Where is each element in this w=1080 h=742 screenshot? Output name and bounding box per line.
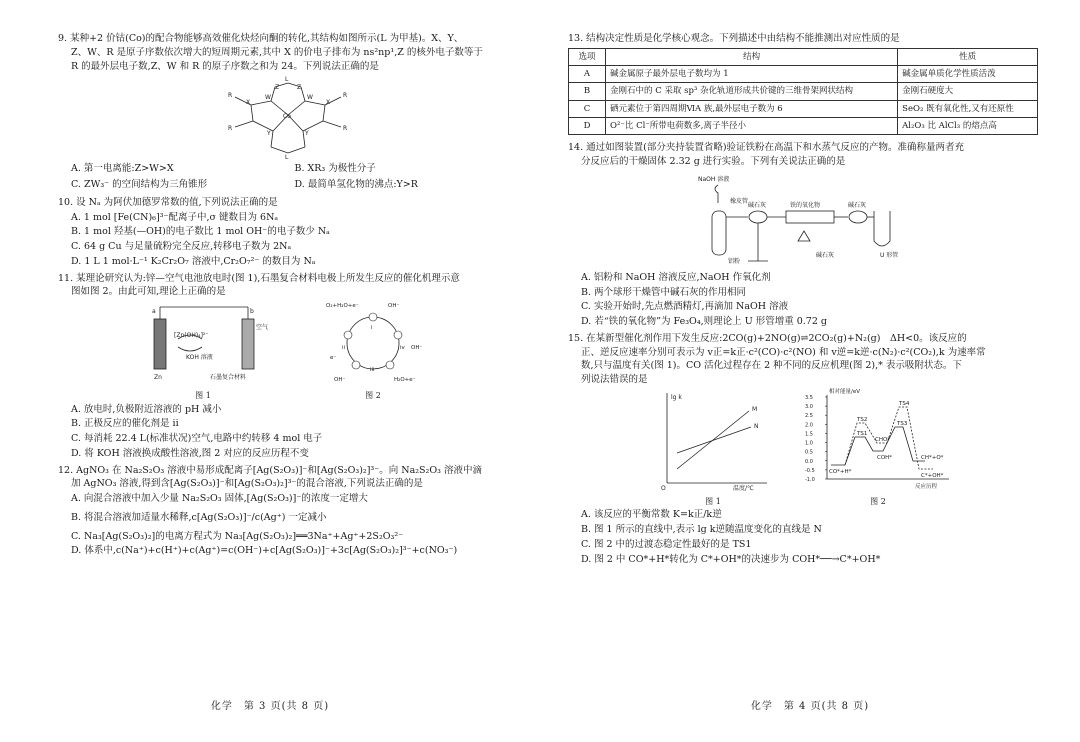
koh-label: KOH 溶液 xyxy=(186,354,213,362)
table-header: 选项 xyxy=(569,48,606,65)
q13-stem: 13. 结构决定性质是化学核心观念。下列描述中由结构不能推测出对应性质的是 xyxy=(568,33,900,44)
end-state-1-label: CH*+O* xyxy=(921,454,944,461)
line-n xyxy=(677,427,751,453)
r-label-1: R xyxy=(228,92,233,100)
q12-option-b: B. 将混合溶液加适量水稀释,c[Ag(S₂O₃)]⁻/c(Ag⁺) 一定减小 xyxy=(71,511,327,523)
q15-option-b: B. 图 1 所示的直线中,表示 lg k逆随温度变化的直线是 N xyxy=(581,524,822,536)
question-10 xyxy=(58,196,518,269)
q10-stem: 10. 设 Nₐ 为阿伏加德罗常数的值,下列说法正确的是 xyxy=(58,196,278,208)
q15-fig2 xyxy=(803,387,953,507)
table-cell: SeO₂ 既有氧化性,又有还原性 xyxy=(898,100,1038,117)
y-tick-label: 0.0 xyxy=(805,458,813,465)
air-label: 空气 xyxy=(256,324,268,332)
fig2-xlabel: 反应历程 xyxy=(915,483,938,490)
table-header-row xyxy=(569,48,1038,65)
z-label-2: Z xyxy=(297,84,302,92)
oh-label-1: OH⁻ xyxy=(388,303,400,310)
page-3-footer: 化学 第 3 页(共 8 页) xyxy=(210,700,330,712)
q13-table xyxy=(568,48,1038,136)
zinc-air-battery-diagram xyxy=(138,299,268,385)
question-15 xyxy=(568,332,1038,566)
y-label-1: Y xyxy=(267,130,271,138)
page-4-footer: 化学 第 4 页(共 8 页) xyxy=(750,700,870,712)
h2o-label: H₂O+e⁻ xyxy=(394,377,416,384)
ts2-label: TS2 xyxy=(857,416,868,423)
q10-option-d: D. 1 L 1 mol·L⁻¹ K₂Cr₂O₇ 溶液中,Cr₂O₇²⁻ 的数目为 Nₐ xyxy=(71,255,316,267)
aluminum-label: 铝粉 xyxy=(728,257,741,265)
terminal-b: b xyxy=(250,308,254,316)
y-tick-label: 2.0 xyxy=(805,422,813,429)
q11-stem-line1: 11. 某理论研究认为:锌—空气电池放电时(图 1),石墨复合材料电极上所发生反应的催化机理示意 xyxy=(58,272,460,284)
q11-option-d: D. 将 KOH 溶液换成酸性溶液,图 2 对应的反应历程不变 xyxy=(71,447,309,459)
y-tick-label: 1.5 xyxy=(805,431,813,438)
table-cell: 金刚石硬度大 xyxy=(898,83,1038,100)
y-tick-label: 1.0 xyxy=(805,440,813,447)
table-cell: 碱金属原子最外层电子数均为 1 xyxy=(606,66,898,83)
step-ii: ii xyxy=(342,345,346,352)
question-14 xyxy=(568,141,1038,329)
terminal-a: a xyxy=(152,308,156,316)
ts4-label: TS4 xyxy=(899,400,910,407)
table-row xyxy=(569,66,1038,83)
experiment-apparatus-diagram xyxy=(688,171,918,269)
zn-label: Zn xyxy=(154,374,162,382)
fig1-ylabel: lg k xyxy=(671,393,682,401)
q9-stem-line2: Z、W、R 是原子序数依次增大的短周期元素,其中 X 的价电子排布为 ns²np¹,Z 的核外电子数等于 xyxy=(71,46,483,58)
step-iv: iv xyxy=(400,345,405,352)
q14-stem-line2: 分反应后的干燥固体 2.32 g 进行实验。下列有关说法正确的是 xyxy=(581,156,846,168)
q9-option-c: C. ZW₃⁻ 的空间结构为三角锥形 xyxy=(71,179,208,191)
q12-stem-line1: 12. AgNO₃ 在 Na₂S₂O₃ 溶液中易形成配离子[Ag(S₂O₃)]⁻和[Ag(S₂O₃)₂]³⁻。向 Na₂S₂O₃ 溶液中滴 xyxy=(58,464,482,476)
question-13 xyxy=(568,32,1038,135)
coh-label: COH* xyxy=(877,454,893,461)
q9-option-a: A. 第一电离能:Z>W>X xyxy=(71,163,174,175)
page-4 xyxy=(540,0,1080,742)
q9-stem-line1: 9. 某种+2 价钴(Co)的配合物能够高效催化炔烃向酮的转化,其结构如图所示(L 为甲基)。X、Y、 xyxy=(58,33,464,44)
z-label-1: Z xyxy=(275,84,280,92)
o2-input-label: O₂+H₂O+e⁻ xyxy=(326,303,359,310)
lgk-temperature-plot xyxy=(653,387,773,491)
l-label-bottom: L xyxy=(285,154,289,160)
q14-stem-line1: 14. 通过如图装置(部分夹持装置省略)验证铁粉在高温下和水蒸气反应的产物。准确称量两者充 xyxy=(568,142,965,154)
step-iii: iii xyxy=(370,367,375,374)
line-n-label: N xyxy=(754,422,759,430)
q12-option-a: A. 向混合溶液中加入少量 Na₂S₂O₃ 固体,[Ag(S₂O₃)]⁻的浓度一定增大 xyxy=(71,493,368,505)
table-header: 结构 xyxy=(606,48,898,65)
q14-option-c: C. 实验开始时,先点燃酒精灯,再滴加 NaOH 溶液 xyxy=(581,301,789,313)
q15-fig2-caption: 图 2 xyxy=(870,496,886,506)
line-m-label: M xyxy=(752,405,758,413)
q11-fig2 xyxy=(308,299,438,401)
q11-stem-line2: 图如图 2。由此可知,理论上正确的是 xyxy=(71,286,226,298)
co-atom-label: Co xyxy=(283,113,291,121)
q12-stem-line2: 加 AgNO₃ 溶液,得到含[Ag(S₂O₃)]⁻和[Ag(S₂O₃)₂]³⁻的混合溶液,下列说法正确的是 xyxy=(71,478,423,490)
q11-fig1-caption: 图 1 xyxy=(195,390,211,400)
q12-option-d: D. 体系中,c(Na⁺)+c(H⁺)+c(Ag⁺)=c(OH⁻)+c[Ag(S₂O₃)]⁻+3c[Ag(S₂O₃)₂]³⁻+c(NO₃⁻) xyxy=(71,545,458,557)
cobalt-complex-structure xyxy=(213,75,363,159)
table-row xyxy=(569,100,1038,117)
q15-stem-line3: 数,只与温度有关(图 1)。CO 活化过程存在 2 种不同的反应机理(图 2),* 表示吸附状态。下 xyxy=(581,360,962,372)
zn-complex-label: [Zn(OH)₄]²⁻ xyxy=(174,332,209,340)
fig1-origin: O xyxy=(661,484,666,491)
lime-label-3: 碱石灰 xyxy=(816,251,835,259)
fig1-xlabel: 温度/℃ xyxy=(733,484,754,491)
q14-option-b: B. 两个球形干燥管中碱石灰的作用相同 xyxy=(581,286,747,298)
x-label-1: X xyxy=(246,99,251,107)
start-state-label: CO*+H* xyxy=(829,468,852,475)
table-cell: B xyxy=(569,83,606,100)
w-label-2: W xyxy=(307,94,313,102)
l-label-top: L xyxy=(285,76,289,84)
q11-fig1 xyxy=(138,299,268,401)
r-label-2: R xyxy=(228,125,233,133)
q14-option-a: A. 铝粉和 NaOH 溶液反应,NaOH 作氧化剂 xyxy=(581,271,771,283)
y-tick-label: -0.5 xyxy=(805,467,815,474)
q12-option-c: C. Na₃[Ag(S₂O₃)₂]的电离方程式为 Na₃[Ag(S₂O₃)₂]══3Na⁺+Ag⁺+2S₂O₃²⁻ xyxy=(71,530,404,542)
question-12 xyxy=(58,464,518,559)
table-cell: 碱金属单质化学性质活泼 xyxy=(898,66,1038,83)
table-row xyxy=(569,118,1038,135)
q9-option-d: D. 最简单氢化物的沸点:Y>R xyxy=(294,179,418,191)
step-i: i xyxy=(371,325,373,332)
u-tube-label: U 形管 xyxy=(880,251,899,259)
q9-option-b: B. XR₃ 为极性分子 xyxy=(294,163,376,175)
oh-label-3: OH⁻ xyxy=(334,377,346,384)
q10-option-a: A. 1 mol [Fe(CN)₆]³⁻配离子中,σ 键数目为 6Nₐ xyxy=(71,211,279,223)
ts3-label: TS3 xyxy=(897,420,908,427)
table-cell: D xyxy=(569,118,606,135)
y-tick-label: 2.5 xyxy=(805,413,813,420)
w-label-1: W xyxy=(265,94,271,102)
y-label-2: Y xyxy=(305,130,309,138)
y-tick-label: -1.0 xyxy=(805,476,815,483)
q15-figures xyxy=(568,387,1038,507)
end-state-2-label: C*+OH* xyxy=(921,472,944,479)
cho-label: CHO* xyxy=(875,436,891,443)
q15-option-a: A. 该反应的平衡常数 K=k正/k逆 xyxy=(581,509,722,521)
table-cell: A xyxy=(569,66,606,83)
r-label-4: R xyxy=(343,125,348,133)
y-tick-label: 3.0 xyxy=(805,404,813,411)
table-header: 性质 xyxy=(898,48,1038,65)
lime-label-1: 碱石灰 xyxy=(748,201,767,209)
q15-option-d: D. 图 2 中 CO*+H*转化为 C*+OH*的决速步为 COH*──→C*+OH* xyxy=(581,553,881,565)
fig2-ylabel: 相对能量/eV xyxy=(829,388,860,395)
y-tick-label: 0.5 xyxy=(805,449,813,456)
table-cell: Al₂O₃ 比 AlCl₃ 的熔点高 xyxy=(898,118,1038,135)
electron-label: e⁻ xyxy=(330,355,337,362)
q15-fig1-caption: 图 1 xyxy=(705,496,721,506)
table-cell: 金刚石中的 C 采取 sp³ 杂化轨道形成共价键的三维骨架网状结构 xyxy=(606,83,898,100)
energy-profile-chart xyxy=(803,387,953,491)
q15-stem-line1: 15. 在某新型催化剂作用下发生反应:2CO(g)+2NO(g)⇌2CO₂(g)+N₂(g) ΔH<0。该反应的 xyxy=(568,332,967,344)
q10-option-b: B. 1 mol 羟基(—OH)的电子数比 1 mol OH⁻的电子数少 Nₐ xyxy=(71,226,330,238)
ts1-label: TS1 xyxy=(857,430,868,437)
q11-option-c: C. 每消耗 22.4 L(标准状况)空气,电路中约转移 4 mol 电子 xyxy=(71,433,323,445)
table-cell: O²⁻比 Cl⁻所带电荷数多,离子半径小 xyxy=(606,118,898,135)
oh-label-2: OH⁻ xyxy=(411,345,423,352)
naoh-label: NaOH 溶液 xyxy=(698,175,730,183)
q10-option-c: C. 64 g Cu 与足量硫粉完全反应,转移电子数为 2Nₐ xyxy=(71,241,292,253)
q11-option-b: B. 正极反应的催化剂是 ii xyxy=(71,418,179,430)
question-9 xyxy=(58,32,518,193)
q15-option-c: C. 图 2 中的过渡态稳定性最好的是 TS1 xyxy=(581,538,752,550)
lime-label-2: 碱石灰 xyxy=(848,201,867,209)
q15-stem-line4: 列说法错误的是 xyxy=(581,374,648,386)
q9-options xyxy=(58,161,518,193)
question-11 xyxy=(58,272,518,461)
q14-option-d: D. 若“铁的氧化物”为 Fe₃O₄,则理论上 U 形管增重 0.72 g xyxy=(581,316,827,328)
graphite-label: 石墨复合材料 xyxy=(210,374,247,382)
q15-fig1 xyxy=(653,387,773,507)
y-tick-label: 3.5 xyxy=(805,394,813,401)
table-row xyxy=(569,83,1038,100)
table-cell: 硒元素位于第四周期ⅥA 族,最外层电子数为 6 xyxy=(606,100,898,117)
x-label-2: X xyxy=(326,99,331,107)
q15-stem-line2: 正、逆反应速率分别可表示为 v正=k正·c²(CO)·c²(NO) 和 v逆=k逆·c(N₂)·c²(CO₂),k 为速率常 xyxy=(581,346,986,358)
q11-option-a: A. 放电时,负极附近溶液的 pH 减小 xyxy=(71,403,222,415)
q11-fig2-caption: 图 2 xyxy=(365,390,381,400)
rubber-tube-label: 橡皮管 xyxy=(730,197,749,205)
q9-stem-line3: R 的最外层电子数,Z、W 和 R 的原子序数之和为 24。下列说法正确的是 xyxy=(71,60,379,72)
table-cell: C xyxy=(569,100,606,117)
r-label-3: R xyxy=(343,92,348,100)
iron-oxide-label: 铁的氧化物 xyxy=(790,201,821,209)
q11-figures xyxy=(58,299,518,401)
catalytic-cycle-diagram xyxy=(308,299,438,385)
